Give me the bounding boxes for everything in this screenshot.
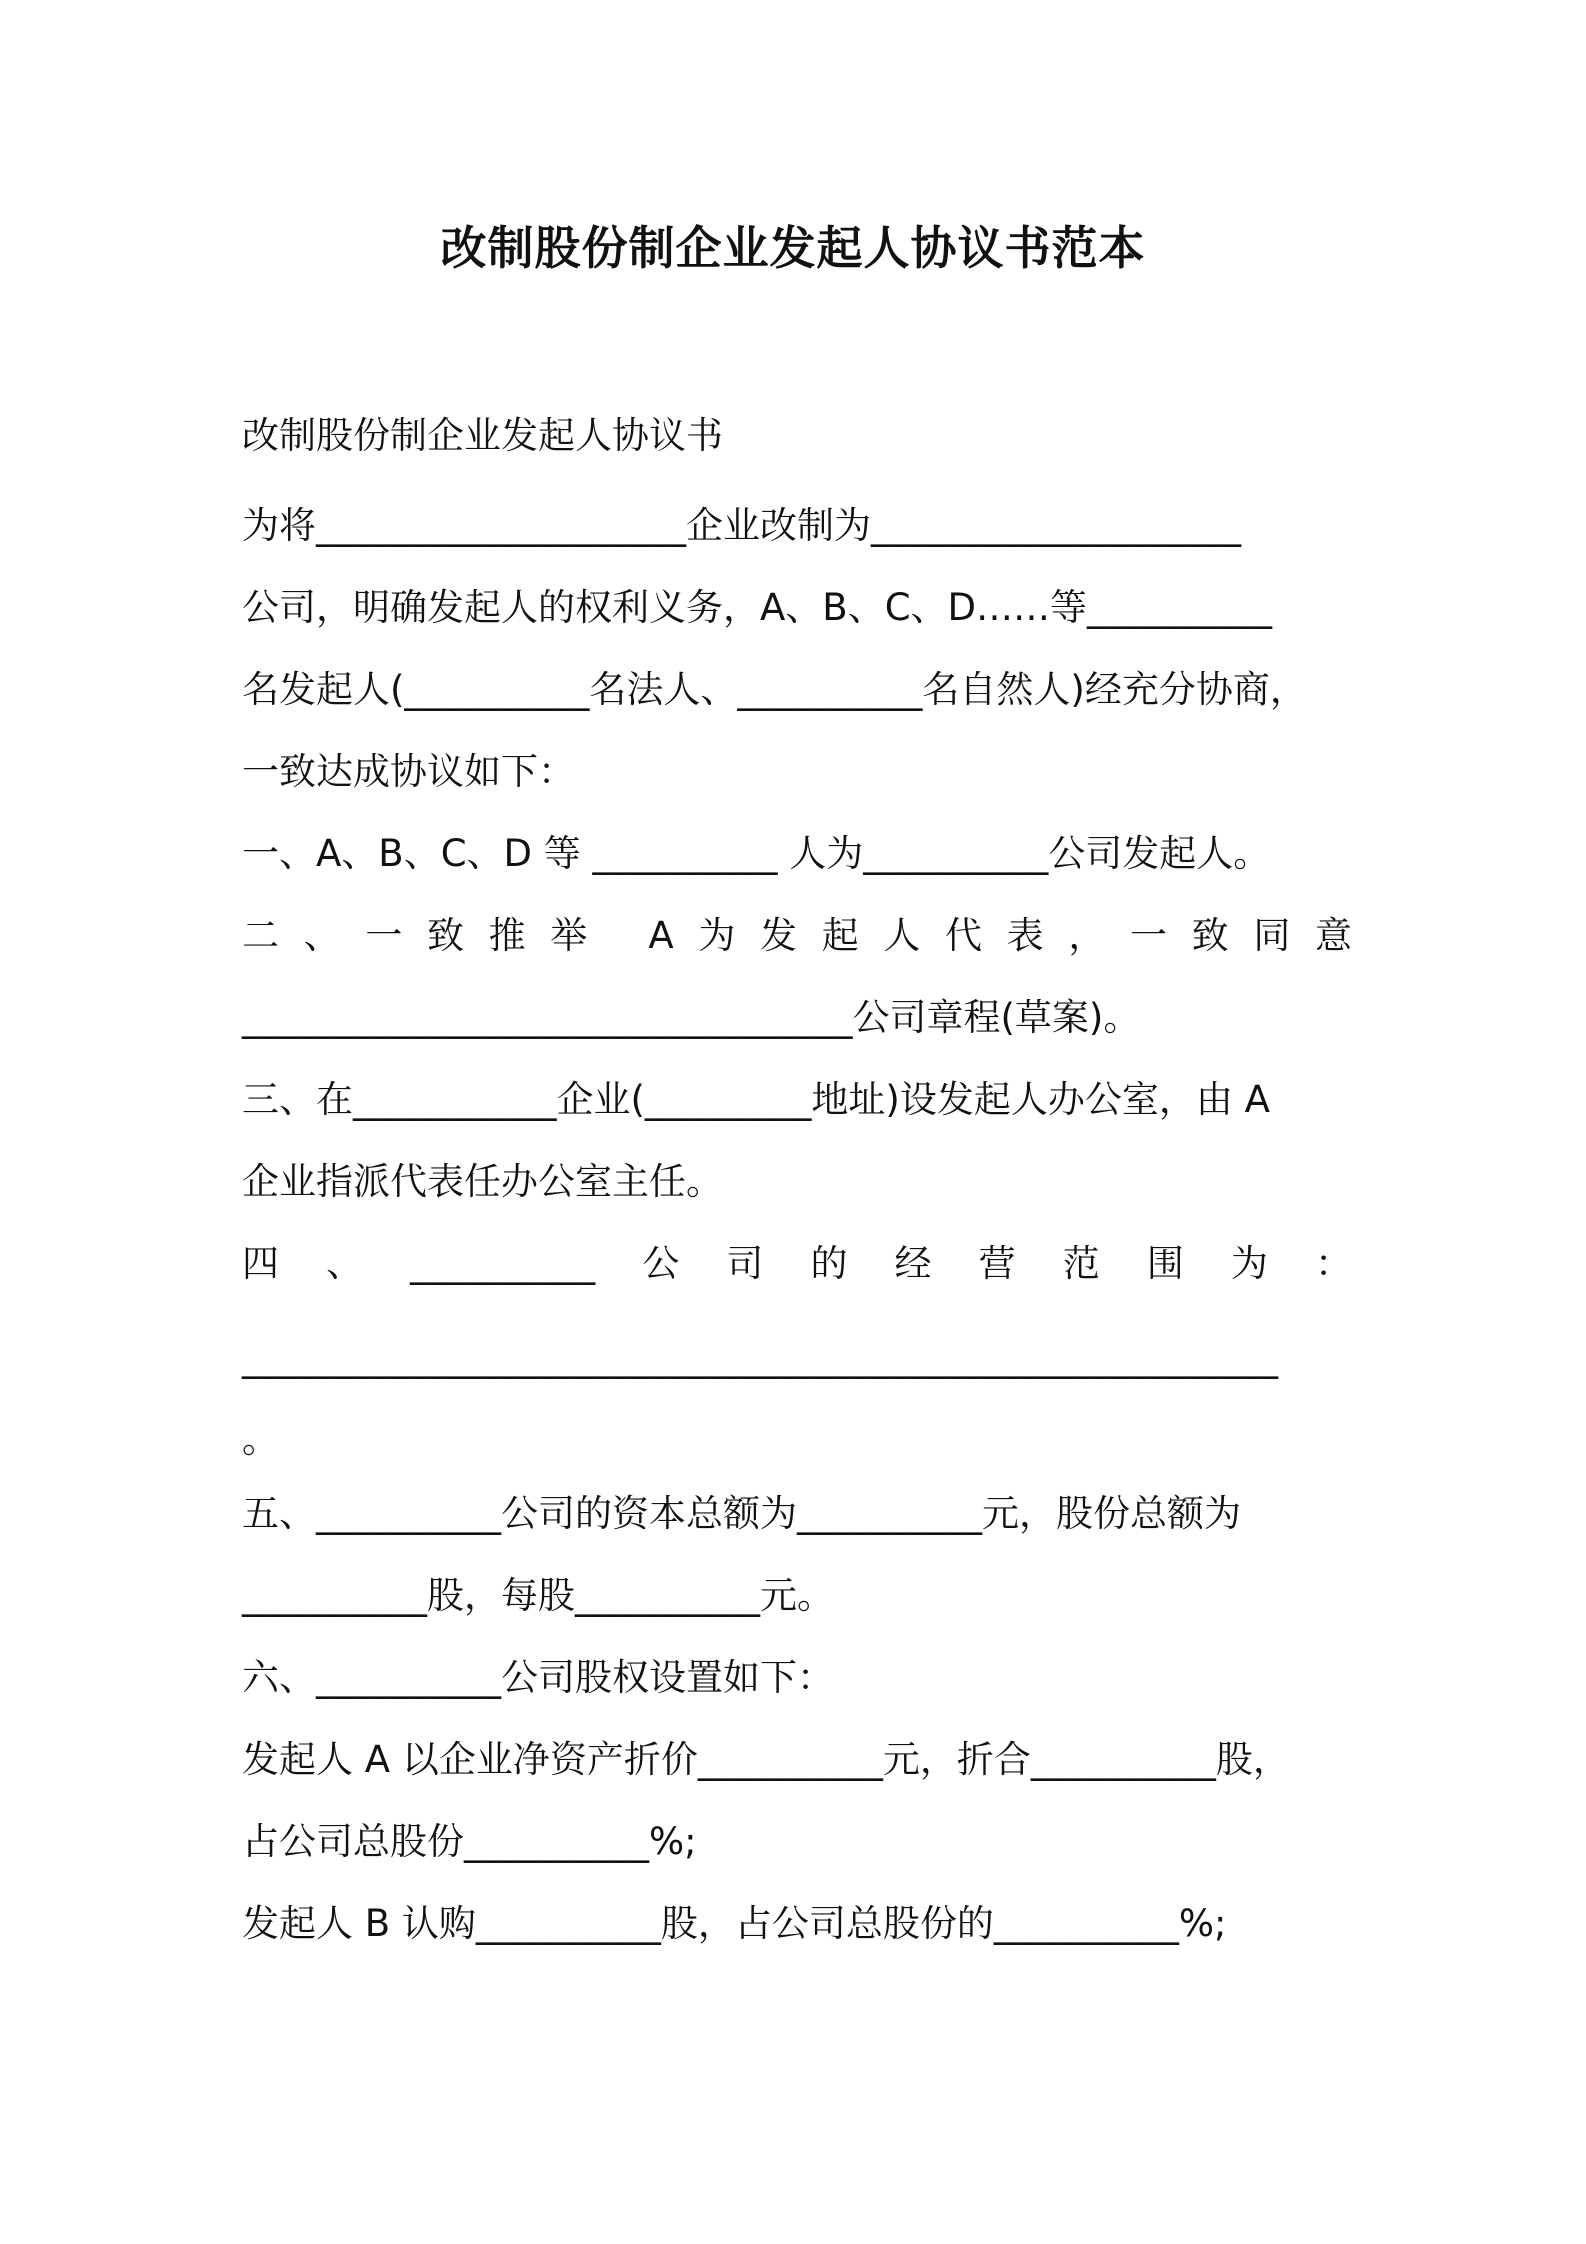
paragraph-line: 为将____________________企业改制为____________________ — [242, 504, 1241, 547]
clause-6-founder-a-continued: 占公司总股份__________%; — [242, 1820, 697, 1863]
clause-6: 六、__________公司股权设置如下： — [242, 1656, 834, 1699]
clause-5-continued: __________股，每股__________元。 — [242, 1574, 834, 1617]
clause-4-blank-line: ________________________________________________________ — [242, 1336, 1278, 1379]
paragraph-line: 一致达成协议如下： — [242, 750, 575, 793]
clause-4: 四、__________公司的经营范围为： — [242, 1242, 1352, 1285]
document-subtitle: 改制股份制企业发起人协议书 — [242, 414, 723, 457]
paragraph-line: 名发起人(__________名法人、__________名自然人)经充分协商， — [242, 668, 1307, 711]
clause-3-continued: 企业指派代表任办公室主任。 — [242, 1160, 723, 1203]
clause-3: 三、在___________企业(_________地址)设发起人办公室，由 A — [242, 1078, 1270, 1121]
paragraph-line: 公司，明确发起人的权利义务，A、B、C、D……等__________ — [242, 586, 1273, 629]
clause-6-founder-a: 发起人 A 以企业净资产折价__________元，折合__________股， — [242, 1738, 1290, 1781]
clause-2: 二、一致推举 A为发起人代表，一致同意 — [242, 914, 1352, 957]
clause-1: 一、A、B、C、D 等 __________ 人为__________公司发起人。 — [242, 832, 1271, 875]
document-title: 改制股份制企业发起人协议书范本 — [440, 221, 1146, 275]
clause-5: 五、__________公司的资本总额为__________元，股份总额为 — [242, 1492, 1241, 1535]
clause-2-continued: _________________________________公司章程(草案)。 — [242, 996, 1141, 1039]
clause-6-founder-b: 发起人 B 认购__________股，占公司总股份的__________%; — [242, 1902, 1227, 1945]
clause-4-end: 。 — [242, 1418, 279, 1461]
